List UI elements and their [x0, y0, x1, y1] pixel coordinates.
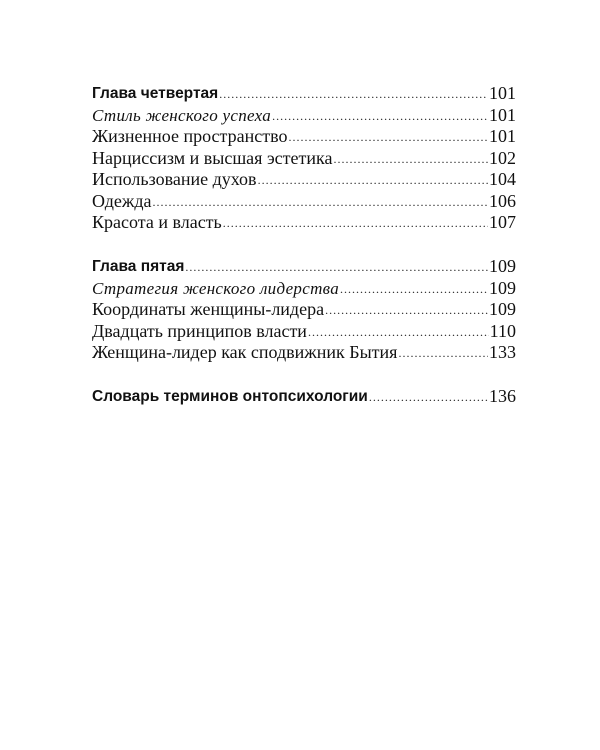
toc-entry-label: Одежда — [92, 190, 152, 211]
toc-page-number: 110 — [489, 320, 516, 341]
dot-leader — [185, 261, 488, 273]
toc-entry — [92, 190, 516, 212]
toc-entry-label: Жизненное пространство — [92, 126, 288, 146]
dot-leader — [308, 326, 489, 338]
toc-entry-label: Красота и власть — [92, 212, 222, 232]
dot-leader — [219, 88, 488, 100]
toc-entry — [92, 320, 516, 342]
toc-page-number: 106 — [489, 190, 516, 211]
toc-page-number: 104 — [489, 169, 516, 189]
toc-page-number: 102 — [489, 147, 516, 168]
section-spacer — [92, 233, 516, 252]
toc-entry — [92, 147, 516, 169]
toc-entry — [92, 299, 516, 321]
toc-page-number: 101 — [489, 104, 516, 125]
toc-entry-label: Использование духов — [92, 169, 257, 189]
toc-entry — [92, 277, 516, 299]
toc-page-number: 101 — [489, 126, 516, 146]
toc-entry — [92, 169, 516, 191]
dot-leader — [334, 153, 489, 165]
toc-entry — [92, 104, 516, 126]
toc-entry-label: Стратегия женского лидерства — [92, 278, 340, 298]
toc-page-number: 133 — [489, 342, 516, 362]
toc-page-number: 109 — [489, 277, 516, 298]
dot-leader — [325, 304, 488, 316]
toc-page-number: 109 — [489, 256, 516, 276]
toc-page-number: 101 — [489, 83, 516, 103]
toc-chapter-5 — [92, 252, 516, 277]
toc-entry-label: Координаты женщины-лидера — [92, 299, 325, 319]
toc-glossary — [92, 382, 516, 407]
toc-entry — [92, 342, 516, 364]
toc-entry — [92, 212, 516, 234]
dot-leader — [288, 131, 488, 143]
dot-leader — [223, 217, 488, 229]
table-of-contents — [92, 79, 516, 407]
dot-leader — [398, 347, 488, 359]
toc-entry-label: Женщина-лидер как сподвижник Бытия — [92, 342, 398, 362]
toc-entry-label: Двадцать принципов власти — [92, 320, 307, 341]
toc-entry-label: Нарциссизм и высшая эстетика — [92, 147, 333, 168]
toc-chapter-label: Глава четвертая — [92, 85, 219, 102]
toc-entry — [92, 126, 516, 148]
toc-chapter-label: Словарь терминов онтопсихологии — [92, 388, 368, 405]
section-spacer — [92, 363, 516, 382]
dot-leader — [369, 391, 488, 403]
dot-leader — [340, 283, 488, 295]
toc-chapter-label: Глава пятая — [92, 258, 185, 275]
dot-leader — [153, 196, 489, 208]
dot-leader — [258, 174, 488, 186]
dot-leader — [272, 110, 488, 122]
toc-page-number: 107 — [489, 212, 516, 232]
toc-entry-label: Стиль женского успеха — [92, 105, 272, 125]
toc-page-number: 136 — [489, 386, 516, 406]
toc-page-number: 109 — [489, 299, 516, 319]
toc-chapter-4 — [92, 79, 516, 104]
